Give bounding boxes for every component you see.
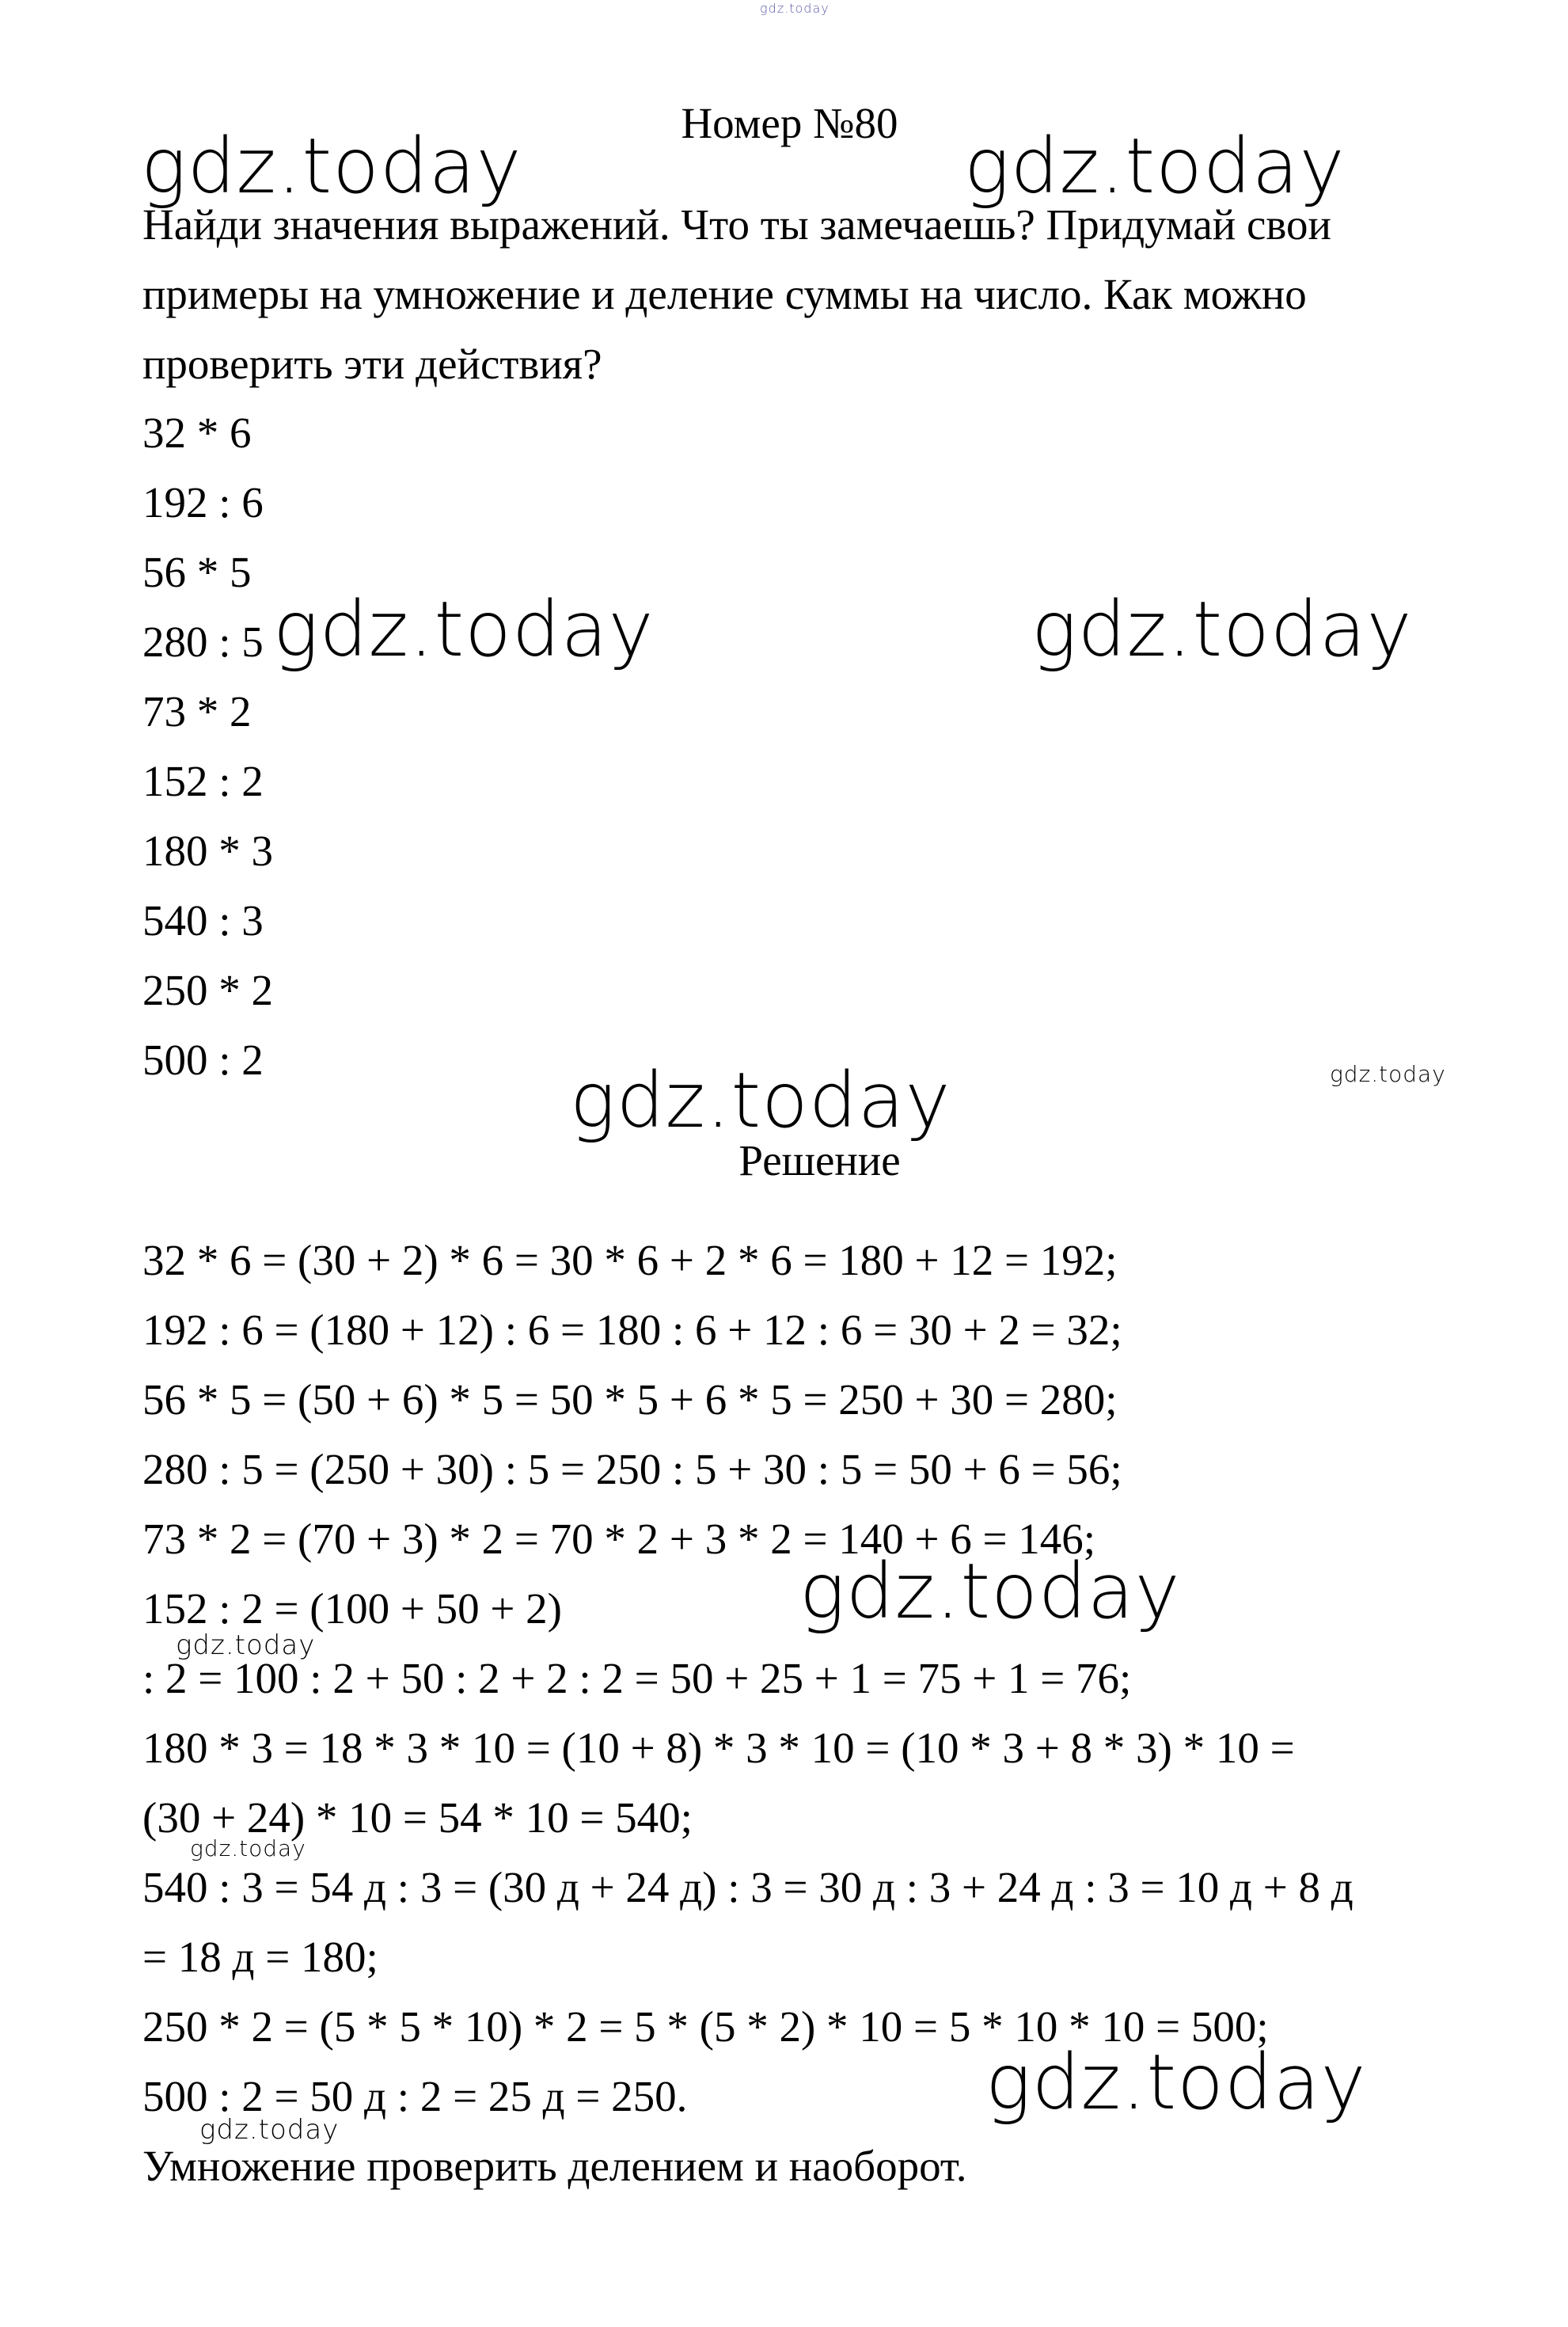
expression-item: 250 * 2 <box>142 966 273 1014</box>
task-line: Найди значения выражений. Что ты замечаешь? Придумай свои <box>142 200 1331 249</box>
watermark: gdz.today <box>1031 585 1413 674</box>
watermark: gdz.today <box>799 1547 1181 1636</box>
watermark-top: gdz.today <box>760 1 830 16</box>
watermark: gdz.today <box>176 1629 316 1661</box>
solution-line: 73 * 2 = (70 + 3) * 2 = 70 * 2 + 3 * 2 = 140 + 6 = 146; <box>142 1515 1096 1563</box>
expression-item: 192 : 6 <box>142 478 264 527</box>
task-statement <box>142 190 1331 399</box>
solution-line: (30 + 24) * 10 = 54 * 10 = 540; <box>142 1793 693 1842</box>
watermark: gdz.today <box>199 2114 340 2146</box>
solution-line: 192 : 6 = (180 + 12) : 6 = 180 : 6 + 12 : 6 = 30 + 2 = 32; <box>142 1306 1122 1354</box>
solution-line: 540 : 3 = 54 д : 3 = (30 д + 24 д) : 3 = 30 д : 3 + 24 д : 3 = 10 д + 8 д <box>142 1863 1353 1911</box>
expression-item: 500 : 2 <box>142 1036 264 1084</box>
watermark: gdz.today <box>190 1835 306 1861</box>
solution-conclusion: Умножение проверить делением и наоборот. <box>142 2142 967 2190</box>
expression-item: 280 : 5 <box>142 618 264 666</box>
watermark: gdz.today <box>964 122 1346 211</box>
watermark: gdz.today <box>141 122 522 211</box>
expression-list <box>142 398 273 1095</box>
solution-line: 500 : 2 = 50 д : 2 = 25 д = 250. <box>142 2072 688 2120</box>
solution-line: 280 : 5 = (250 + 30) : 5 = 250 : 5 + 30 : 5 = 50 + 6 = 56; <box>142 1445 1122 1493</box>
watermark: gdz.today <box>273 585 655 674</box>
solution-line: 180 * 3 = 18 * 3 * 10 = (10 + 8) * 3 * 10 = (10 * 3 + 8 * 3) * 10 = <box>142 1724 1295 1772</box>
solution-line: = 18 д = 180; <box>142 1933 378 1981</box>
watermark: gdz.today <box>1330 1061 1446 1087</box>
expression-item: 152 : 2 <box>142 757 264 805</box>
solution-line: 32 * 6 = (30 + 2) * 6 = 30 * 6 + 2 * 6 = 180 + 12 = 192; <box>142 1236 1118 1284</box>
solution-heading: Решение <box>738 1136 901 1184</box>
solution-line: 152 : 2 = (100 + 50 + 2) <box>142 1584 562 1633</box>
task-line: примеры на умножение и деление суммы на число. Как можно <box>142 270 1307 318</box>
task-line: проверить эти действия? <box>142 340 602 388</box>
expression-item: 540 : 3 <box>142 896 264 945</box>
page-title: Номер №80 <box>681 99 898 147</box>
watermark: gdz.today <box>985 2038 1367 2127</box>
watermark: gdz.today <box>570 1056 951 1145</box>
expression-item: 73 * 2 <box>142 687 252 736</box>
expression-item: 56 * 5 <box>142 548 252 596</box>
expression-item: 180 * 3 <box>142 827 273 875</box>
expression-item: 32 * 6 <box>142 409 252 457</box>
solution-line: 250 * 2 = (5 * 5 * 10) * 2 = 5 * (5 * 2) * 10 = 5 * 10 * 10 = 500; <box>142 2002 1269 2051</box>
solution-line: : 2 = 100 : 2 + 50 : 2 + 2 : 2 = 50 + 25 + 1 = 75 + 1 = 76; <box>142 1654 1132 1702</box>
solution-line: 56 * 5 = (50 + 6) * 5 = 50 * 5 + 6 * 5 = 250 + 30 = 280; <box>142 1375 1118 1424</box>
